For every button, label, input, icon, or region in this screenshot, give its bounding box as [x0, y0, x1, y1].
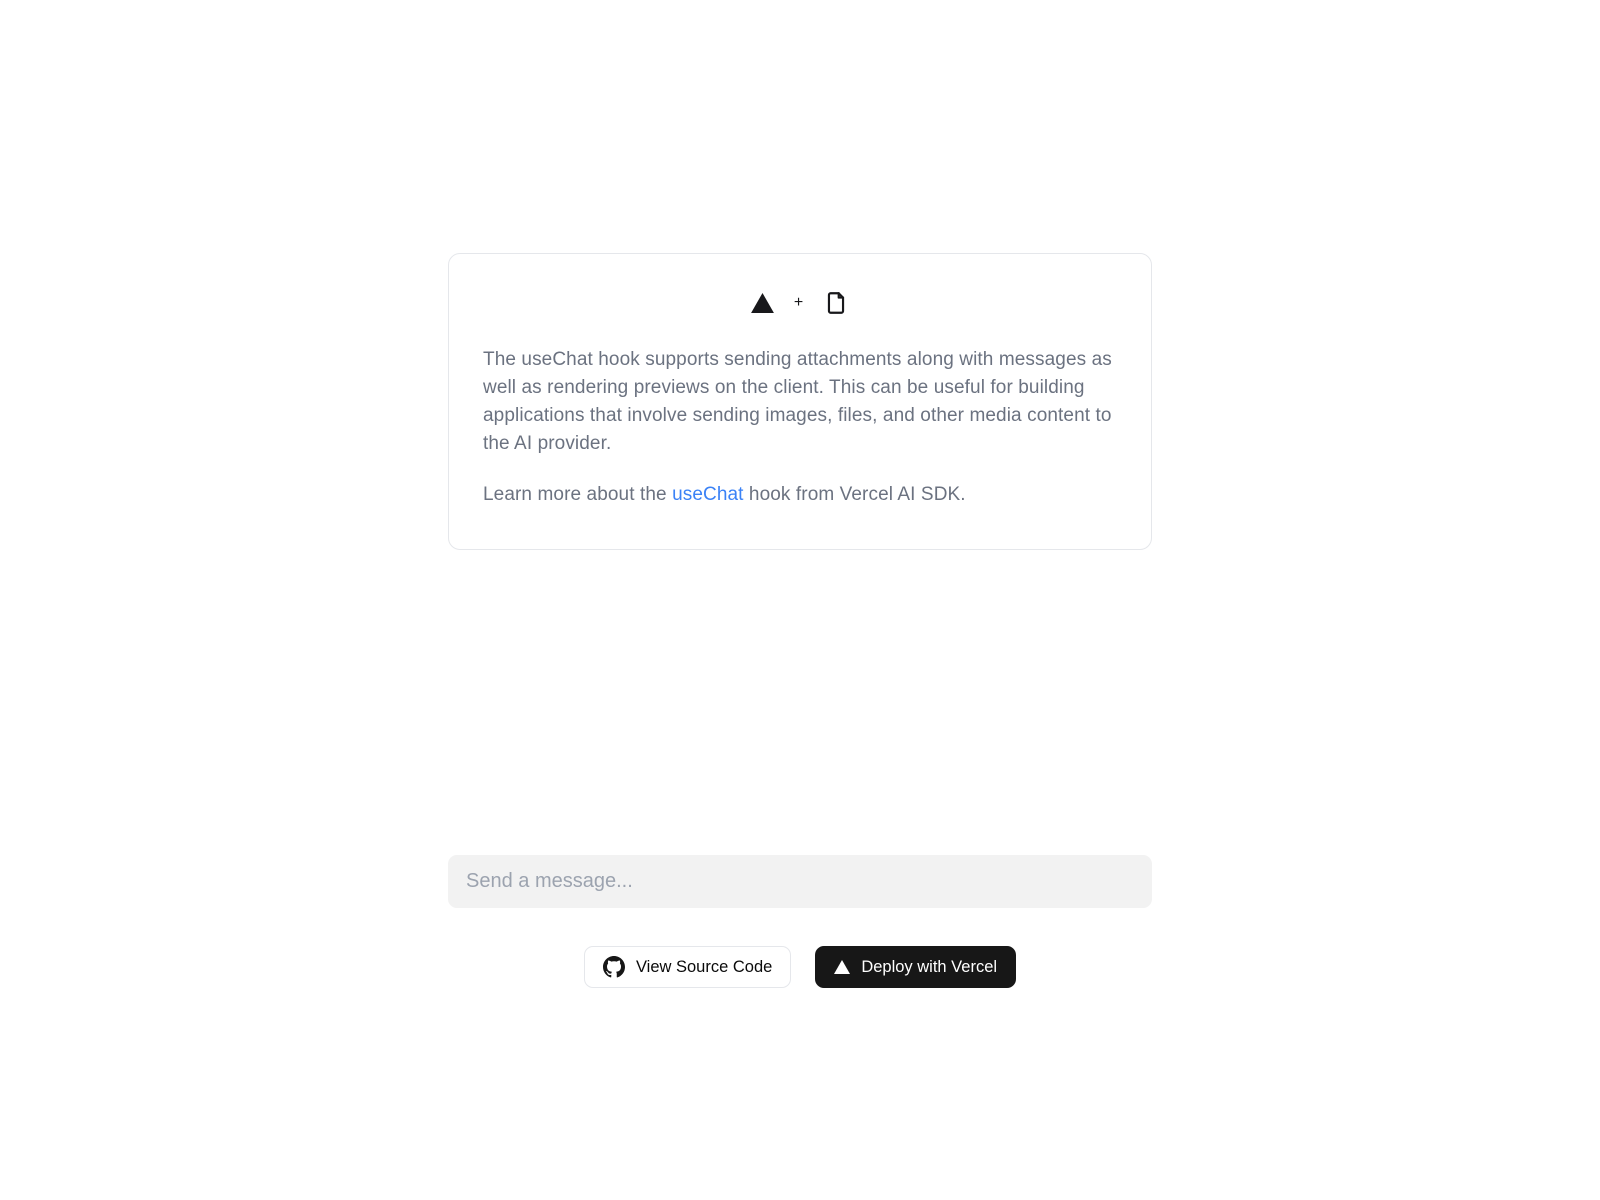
- file-icon: [823, 290, 849, 316]
- learn-more-before-text: Learn more about the: [483, 484, 673, 505]
- github-icon: [603, 956, 625, 978]
- deploy-label: Deploy with Vercel: [861, 957, 998, 976]
- vercel-triangle-icon: [834, 960, 850, 974]
- footer-buttons: [448, 946, 1152, 988]
- vercel-triangle-icon: [751, 293, 774, 313]
- message-input[interactable]: [448, 855, 1152, 908]
- usechat-link[interactable]: useChat: [672, 484, 744, 505]
- learn-more-after-text: hook from Vercel AI SDK.: [743, 484, 966, 505]
- view-source-label: View Source Code: [635, 957, 773, 976]
- card-learn-more: [483, 481, 1117, 509]
- card-paragraph: The useChat hook supports sending attachments along with messages as well as rendering previews on the client. This can be useful for building applications that involve sending images, files, and other media content to the AI provider.: [483, 349, 1112, 454]
- deploy-with-vercel-button[interactable]: [815, 946, 1016, 988]
- composer: [448, 855, 1152, 908]
- card-icon-row: [483, 290, 1117, 316]
- plus-icon: +: [793, 294, 804, 311]
- view-source-button[interactable]: [584, 946, 791, 988]
- chat-column: [448, 253, 1152, 988]
- overview-card: [448, 253, 1152, 550]
